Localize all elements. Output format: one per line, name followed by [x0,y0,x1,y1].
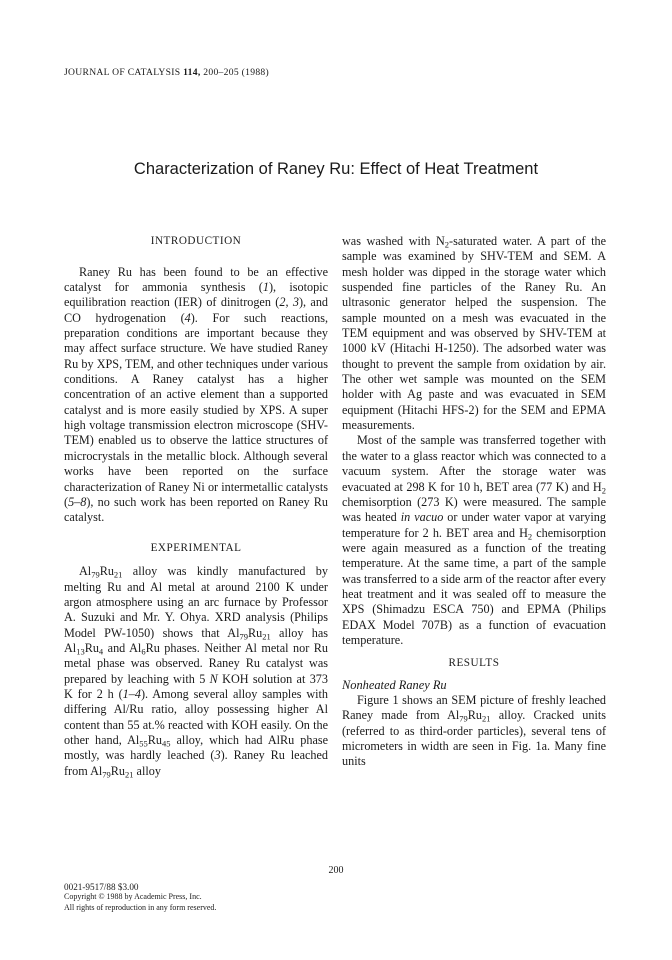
experimental-paragraph-2: Most of the sample was transferred together with the water to a glass reactor which was connected to a vacuum system. After the storage water was evacuated at 298 K for 10 h, BET area (77 K) and $H_2$ chemisorption (273 K) were measured. The sample was heated in vacuo or under water vapor at varying temperature for 2 h. BET area and $H_2$ chemisorption were again measured as a function of the treating temperature. At the same time, a part of the sample was transferred to a side arm of the reactor after every heat treatment and it was sealed off to measure the XPS (Shimadzu ESCA 750) and EPMA (Philips EDAX Model 707B) as a function of evacuation temperature. [342,433,606,647]
journal-header [64,67,269,78]
left-column [64,234,328,779]
results-subheading: Nonheated Raney Ru [342,677,447,692]
introduction-heading: INTRODUCTION [150,235,242,247]
journal-volume: 114, [183,67,201,78]
experimental-paragraph: $Al_{79}Ru_{21}$ alloy was kindly manufactured by melting Ru and Al metal at around 2100 K under argon atmosphere using an arc furnace by Professor A. Suzuki and Mr. Y. Ohya. XRD analysis (Philips Model PW-1050) shows that $Al_{79}Ru_{21}$ alloy has $Al_{13}Ru_4$ and $Al_6Ru$ phases. Neither Al metal nor Ru metal phase was observed. Raney Ru catalyst was prepared by leaching with 5 N KOH solution at 373 K for 2 h (1–4). Among several alloy samples with differing Al/Ru ratio, alloy possessing higher Al content than 55 at.% reacted with KOH easily. On the other hand, $Al_{55}Ru_{45}$ alloy, which had AlRu phase mostly, was hardly leached (3). Raney Ru leached from $Al_{79}Ru_{21}$ alloy [64,564,329,780]
copyright-footer [64,882,216,913]
journal-pages-year: 200–205 (1988) [203,67,270,78]
rights-line: All rights of reproduction in any form reserved. [64,902,217,912]
copyright-line: Copyright © 1988 by Academic Press, Inc. [64,892,202,902]
journal-name: JOURNAL OF CATALYSIS [64,67,181,78]
experimental-heading: EXPERIMENTAL [150,541,242,554]
experimental-paragraph-continued: was washed with $N_2$-saturated water. A part of the sample was examined by SHV-TEM and SEM. A mesh holder was dipped in the storage water which suspended fine particles of the Raney Ru. An ultrasonic generator helped the suspension. The sample mounted on a mesh was evacuated in the TEM equipment and was observed by SHV-TEM at 1000 kV (Hitachi H-1250). The adsorbed water was thought to prevent the sample from oxidation by air. The other wet sample was mounted on the SEM holder with Ag paste and was evacuated in SEM equipment (Hitachi HFS-2) for the SEM and EPMA measurements. [342,234,606,433]
results-paragraph: Figure 1 shows an SEM picture of freshly leached Raney made from $Al_{79}Ru_{21}$ alloy. Cracked units (referred to as third-order particles), several tens of micrometers in width are seen in Fig. 1a. Many fine units [342,692,606,769]
results-heading: RESULTS [448,657,500,670]
article-title: Characterization of Raney Ru: Effect of Heat Treatment [133,160,539,178]
right-column [342,234,606,770]
page-number: 200 [328,865,344,876]
article-code: 0021-9517/88 $3.00 [64,882,139,892]
introduction-paragraph: Raney Ru has been found to be an effective catalyst for ammonia synthesis (1), isotopic equilibration reaction (IER) of dinitrogen (2, 3), and CO hydrogenation (4). For such reactions, preparation conditions are important because they may affect surface structure. We have studied Raney Ru by XPS, TEM, and other techniques under various conditions. A Raney catalyst has a higher concentration of an active element than a supported catalyst and is more easily studied by XPS. A super high voltage transmission electron microscope (SHV-TEM) enabled us to observe the lattice structures of microcrystals in the metallic block. Although several works have been reported on the surface characterization of Raney Ni or intermetallic catalysts (5–8), no such work has been reported on Raney Ru catalyst. [64,264,329,525]
